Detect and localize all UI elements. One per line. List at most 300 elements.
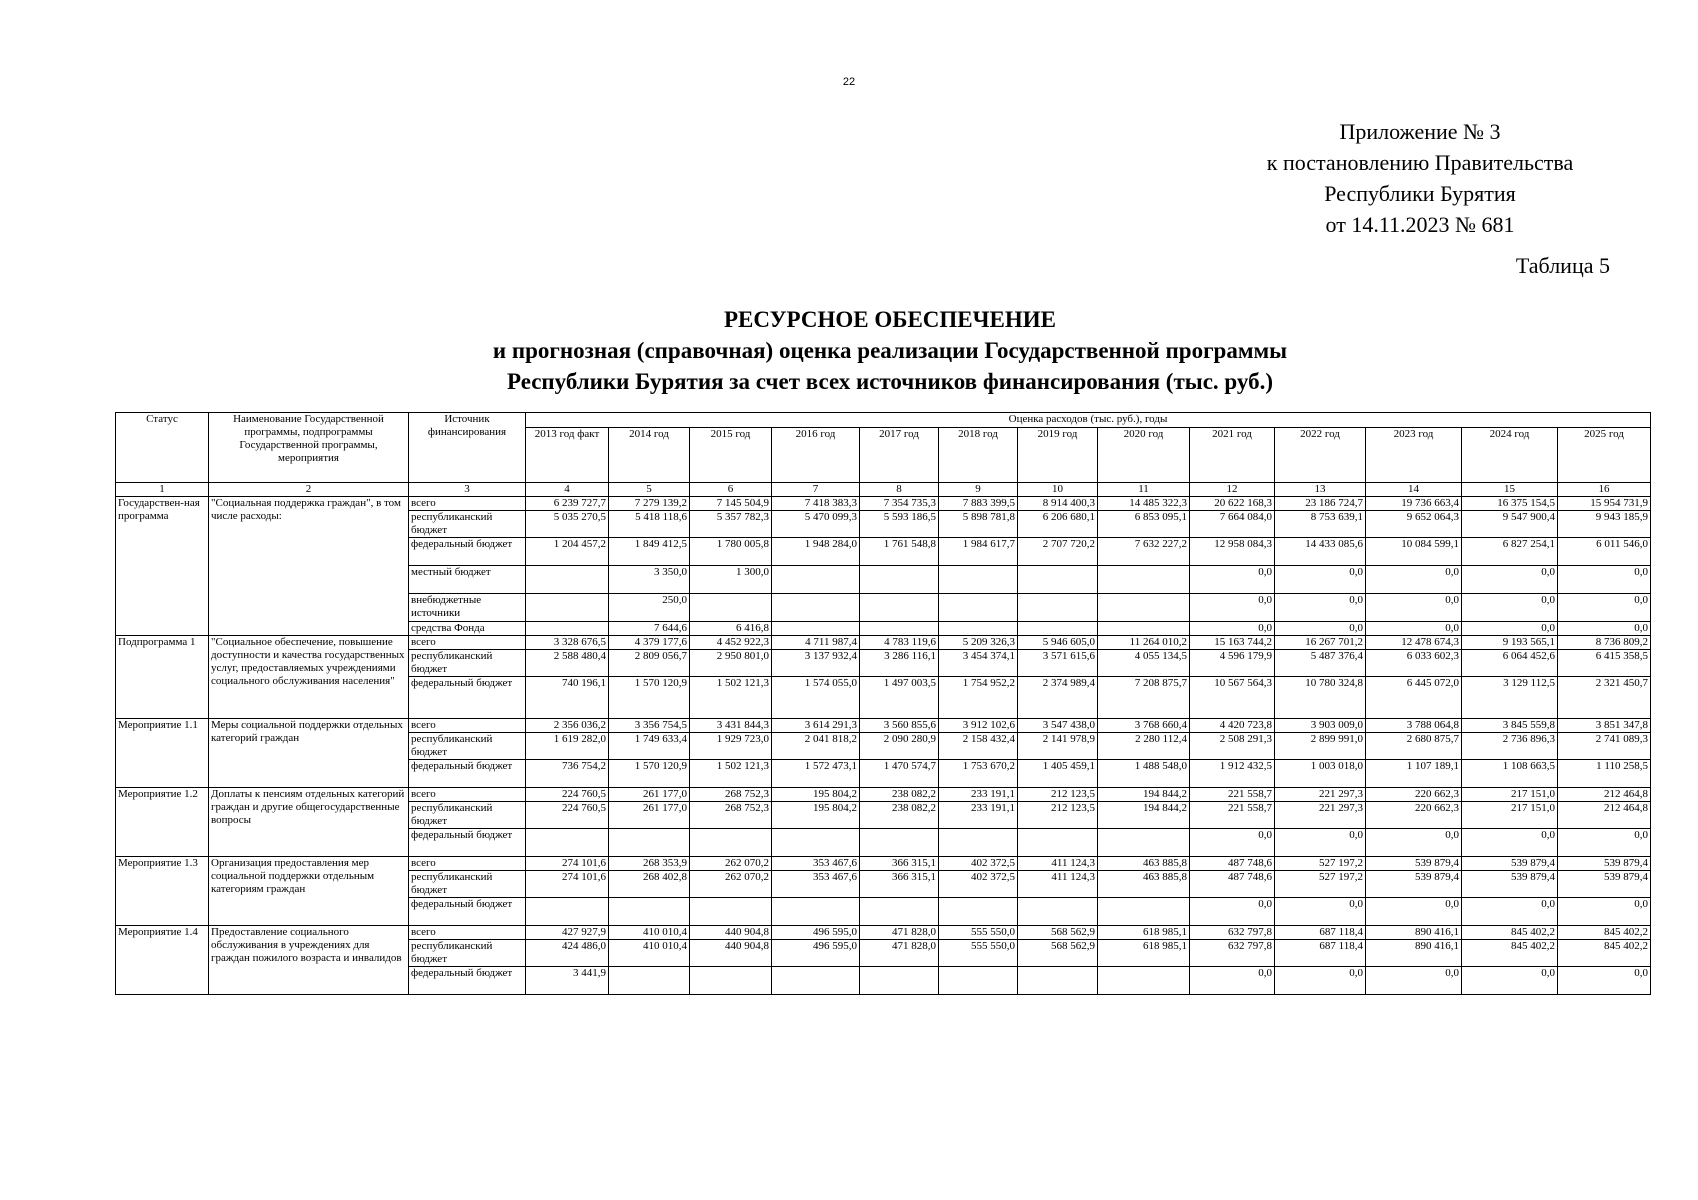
- value-cell: 568 562,9: [1018, 940, 1098, 967]
- row-source: всего: [409, 788, 526, 802]
- value-cell: 618 985,1: [1098, 926, 1190, 940]
- table-label: Таблица 5: [1515, 253, 1610, 278]
- value-cell: 1 470 574,7: [860, 760, 939, 788]
- value-cell: 14 485 322,3: [1098, 497, 1190, 511]
- value-cell: 217 151,0: [1462, 802, 1558, 829]
- value-cell: 1 929 723,0: [690, 733, 772, 760]
- value-cell: 5 470 099,3: [772, 511, 860, 538]
- value-cell: 496 595,0: [772, 926, 860, 940]
- value-cell: 527 197,2: [1275, 857, 1366, 871]
- row-source: республиканский бюджет: [409, 940, 526, 967]
- value-cell: 7 883 399,5: [939, 497, 1018, 511]
- value-cell: 220 662,3: [1366, 802, 1462, 829]
- document-title: [300, 304, 1480, 397]
- column-number: 12: [1190, 483, 1275, 497]
- page-number: 22: [842, 76, 856, 88]
- value-cell: 5 593 186,5: [860, 511, 939, 538]
- row-source: республиканский бюджет: [409, 733, 526, 760]
- value-cell: 0,0: [1190, 566, 1275, 594]
- header-year: 2017 год: [860, 428, 939, 483]
- table-row: [116, 788, 1651, 802]
- value-cell: 268 353,9: [609, 857, 690, 871]
- row-name: Предоставление социального обслуживания в учреждениях для граждан пожилого возраста и инвалидов: [209, 926, 409, 995]
- value-cell: 3 788 064,8: [1366, 719, 1462, 733]
- value-cell: 1 502 121,3: [690, 760, 772, 788]
- column-number: 6: [690, 483, 772, 497]
- value-cell: 195 804,2: [772, 788, 860, 802]
- value-cell: 1 502 121,3: [690, 677, 772, 719]
- value-cell: 845 402,2: [1558, 940, 1651, 967]
- value-cell: 6 206 680,1: [1018, 511, 1098, 538]
- value-cell: 194 844,2: [1098, 802, 1190, 829]
- value-cell: 0,0: [1275, 898, 1366, 926]
- row-source: всего: [409, 857, 526, 871]
- value-cell: [526, 566, 609, 594]
- value-cell: [772, 829, 860, 857]
- value-cell: 212 464,8: [1558, 802, 1651, 829]
- value-cell: [526, 622, 609, 636]
- table-row: [116, 857, 1651, 871]
- value-cell: 212 123,5: [1018, 802, 1098, 829]
- row-source: всего: [409, 719, 526, 733]
- row-status: Государствен-ная программа: [116, 497, 209, 636]
- value-cell: 1 984 617,7: [939, 538, 1018, 566]
- row-source: федеральный бюджет: [409, 967, 526, 995]
- value-cell: 0,0: [1462, 622, 1558, 636]
- row-source: республиканский бюджет: [409, 511, 526, 538]
- value-cell: 262 070,2: [690, 857, 772, 871]
- value-cell: 6 064 452,6: [1462, 650, 1558, 677]
- value-cell: [1018, 594, 1098, 622]
- value-cell: [860, 566, 939, 594]
- value-cell: 3 328 676,5: [526, 636, 609, 650]
- row-source: республиканский бюджет: [409, 650, 526, 677]
- value-cell: 1 912 432,5: [1190, 760, 1275, 788]
- value-cell: 0,0: [1366, 566, 1462, 594]
- row-source: всего: [409, 636, 526, 650]
- value-cell: 250,0: [609, 594, 690, 622]
- value-cell: 0,0: [1275, 622, 1366, 636]
- value-cell: 2 707 720,2: [1018, 538, 1098, 566]
- value-cell: 1 497 003,5: [860, 677, 939, 719]
- column-number: 13: [1275, 483, 1366, 497]
- value-cell: 555 550,0: [939, 926, 1018, 940]
- value-cell: 261 177,0: [609, 788, 690, 802]
- value-cell: 487 748,6: [1190, 857, 1275, 871]
- value-cell: 3 286 116,1: [860, 650, 939, 677]
- value-cell: 845 402,2: [1558, 926, 1651, 940]
- row-source: всего: [409, 497, 526, 511]
- value-cell: 5 357 782,3: [690, 511, 772, 538]
- value-cell: 1 107 189,1: [1366, 760, 1462, 788]
- value-cell: 487 748,6: [1190, 871, 1275, 898]
- value-cell: 1 849 412,5: [609, 538, 690, 566]
- value-cell: 568 562,9: [1018, 926, 1098, 940]
- value-cell: 6 445 072,0: [1366, 677, 1462, 719]
- value-cell: 4 055 134,5: [1098, 650, 1190, 677]
- value-cell: 0,0: [1190, 594, 1275, 622]
- value-cell: 12 478 674,3: [1366, 636, 1462, 650]
- value-cell: 687 118,4: [1275, 926, 1366, 940]
- value-cell: 5 418 118,6: [609, 511, 690, 538]
- value-cell: 2 899 991,0: [1275, 733, 1366, 760]
- value-cell: [526, 898, 609, 926]
- header-name: Наименование Государственной программы, подпрограммы Государственной программы, мероприятия: [209, 413, 409, 483]
- value-cell: [526, 594, 609, 622]
- value-cell: [860, 967, 939, 995]
- value-cell: 1 488 548,0: [1098, 760, 1190, 788]
- value-cell: 0,0: [1190, 622, 1275, 636]
- value-cell: 5 209 326,3: [939, 636, 1018, 650]
- value-cell: 3 356 754,5: [609, 719, 690, 733]
- value-cell: 2 736 896,3: [1462, 733, 1558, 760]
- value-cell: [860, 622, 939, 636]
- row-source: республиканский бюджет: [409, 802, 526, 829]
- value-cell: [1098, 898, 1190, 926]
- value-cell: 0,0: [1366, 594, 1462, 622]
- value-cell: 366 315,1: [860, 871, 939, 898]
- value-cell: 0,0: [1275, 967, 1366, 995]
- value-cell: 8 753 639,1: [1275, 511, 1366, 538]
- value-cell: 3 851 347,8: [1558, 719, 1651, 733]
- column-number: 14: [1366, 483, 1462, 497]
- column-number: 9: [939, 483, 1018, 497]
- table-row: [116, 719, 1651, 733]
- value-cell: 2 950 801,0: [690, 650, 772, 677]
- value-cell: [1098, 594, 1190, 622]
- value-cell: 0,0: [1558, 594, 1651, 622]
- value-cell: 0,0: [1462, 967, 1558, 995]
- value-cell: 1 754 952,2: [939, 677, 1018, 719]
- value-cell: [1098, 967, 1190, 995]
- column-number: 7: [772, 483, 860, 497]
- value-cell: 1 570 120,9: [609, 760, 690, 788]
- value-cell: 3 129 112,5: [1462, 677, 1558, 719]
- value-cell: 402 372,5: [939, 857, 1018, 871]
- value-cell: 463 885,8: [1098, 857, 1190, 871]
- value-cell: 1 108 663,5: [1462, 760, 1558, 788]
- value-cell: 440 904,8: [690, 926, 772, 940]
- column-number: 15: [1462, 483, 1558, 497]
- value-cell: 440 904,8: [690, 940, 772, 967]
- column-number: 16: [1558, 483, 1651, 497]
- header-year: 2022 год: [1275, 428, 1366, 483]
- value-cell: 6 827 254,1: [1462, 538, 1558, 566]
- value-cell: 5 487 376,4: [1275, 650, 1366, 677]
- value-cell: 3 441,9: [526, 967, 609, 995]
- header-year: 2018 год: [939, 428, 1018, 483]
- value-cell: 6 416,8: [690, 622, 772, 636]
- value-cell: 2 041 818,2: [772, 733, 860, 760]
- column-number: 11: [1098, 483, 1190, 497]
- value-cell: 9 652 064,3: [1366, 511, 1462, 538]
- column-number: 8: [860, 483, 939, 497]
- value-cell: [609, 898, 690, 926]
- value-cell: 6 415 358,5: [1558, 650, 1651, 677]
- row-status: Мероприятие 1.1: [116, 719, 209, 788]
- value-cell: 845 402,2: [1462, 926, 1558, 940]
- title-line: РЕСУРСНОЕ ОБЕСПЕЧЕНИЕ: [723, 307, 1056, 332]
- value-cell: [772, 566, 860, 594]
- value-cell: [939, 622, 1018, 636]
- value-cell: 0,0: [1462, 566, 1558, 594]
- value-cell: [690, 898, 772, 926]
- value-cell: 2 090 280,9: [860, 733, 939, 760]
- value-cell: 221 297,3: [1275, 802, 1366, 829]
- row-name: Организация предоставления мер социальной поддержки отдельным категориям граждан: [209, 857, 409, 926]
- value-cell: 3 454 374,1: [939, 650, 1018, 677]
- value-cell: 3 431 844,3: [690, 719, 772, 733]
- value-cell: 1 761 548,8: [860, 538, 939, 566]
- table-row: [116, 497, 1651, 511]
- value-cell: 212 123,5: [1018, 788, 1098, 802]
- value-cell: 7 644,6: [609, 622, 690, 636]
- value-cell: 411 124,3: [1018, 871, 1098, 898]
- value-cell: 471 828,0: [860, 940, 939, 967]
- value-cell: 3 571 615,6: [1018, 650, 1098, 677]
- title-line: Республики Бурятия за счет всех источников финансирования (тыс. руб.): [506, 369, 1274, 394]
- value-cell: 6 239 727,7: [526, 497, 609, 511]
- value-cell: 496 595,0: [772, 940, 860, 967]
- value-cell: 262 070,2: [690, 871, 772, 898]
- value-cell: 0,0: [1462, 594, 1558, 622]
- value-cell: 0,0: [1462, 829, 1558, 857]
- value-cell: [939, 594, 1018, 622]
- value-cell: 2 508 291,3: [1190, 733, 1275, 760]
- value-cell: 0,0: [1275, 829, 1366, 857]
- value-cell: [939, 967, 1018, 995]
- value-cell: 424 486,0: [526, 940, 609, 967]
- value-cell: 6 853 095,1: [1098, 511, 1190, 538]
- value-cell: 5 946 605,0: [1018, 636, 1098, 650]
- value-cell: 1 204 457,2: [526, 538, 609, 566]
- value-cell: 845 402,2: [1462, 940, 1558, 967]
- value-cell: [1018, 566, 1098, 594]
- row-name: "Социальное обеспечение, повышение доступности и качества государственных услуг, предоставляемых учреждениями социального обслуживания населения": [209, 636, 409, 719]
- header-year: 2021 год: [1190, 428, 1275, 483]
- row-source: внебюджетные источники: [409, 594, 526, 622]
- value-cell: 3 560 855,6: [860, 719, 939, 733]
- header-source: Источник финансирования: [409, 413, 526, 483]
- value-cell: 402 372,5: [939, 871, 1018, 898]
- header-year: 2013 год факт: [526, 428, 609, 483]
- row-source: всего: [409, 926, 526, 940]
- value-cell: 268 402,8: [609, 871, 690, 898]
- value-cell: 15 163 744,2: [1190, 636, 1275, 650]
- value-cell: 740 196,1: [526, 677, 609, 719]
- value-cell: 9 943 185,9: [1558, 511, 1651, 538]
- value-cell: 3 614 291,3: [772, 719, 860, 733]
- resource-table: [115, 412, 1651, 995]
- value-cell: 16 375 154,5: [1462, 497, 1558, 511]
- appendix-line: Приложение № 3: [1339, 119, 1501, 144]
- value-cell: [939, 829, 1018, 857]
- value-cell: 23 186 724,7: [1275, 497, 1366, 511]
- value-cell: 539 879,4: [1462, 857, 1558, 871]
- value-cell: 2 158 432,4: [939, 733, 1018, 760]
- value-cell: 539 879,4: [1558, 871, 1651, 898]
- row-name: Доплаты к пенсиям отдельных категорий граждан и другие общегосударственные вопросы: [209, 788, 409, 857]
- value-cell: 2 809 056,7: [609, 650, 690, 677]
- value-cell: [1098, 566, 1190, 594]
- value-cell: 274 101,6: [526, 857, 609, 871]
- value-cell: 2 321 450,7: [1558, 677, 1651, 719]
- value-cell: 890 416,1: [1366, 926, 1462, 940]
- value-cell: 1 753 670,2: [939, 760, 1018, 788]
- value-cell: 0,0: [1558, 967, 1651, 995]
- appendix-block: [1220, 116, 1620, 240]
- value-cell: [939, 898, 1018, 926]
- row-source: местный бюджет: [409, 566, 526, 594]
- row-status: Подпрограмма 1: [116, 636, 209, 719]
- value-cell: 268 752,3: [690, 788, 772, 802]
- value-cell: 1 749 633,4: [609, 733, 690, 760]
- value-cell: [690, 829, 772, 857]
- row-name: "Социальная поддержка граждан", в том числе расходы:: [209, 497, 409, 636]
- value-cell: 217 151,0: [1462, 788, 1558, 802]
- value-cell: 353 467,6: [772, 857, 860, 871]
- column-number: 1: [116, 483, 209, 497]
- value-cell: 3 912 102,6: [939, 719, 1018, 733]
- value-cell: [1098, 829, 1190, 857]
- value-cell: 8 914 400,3: [1018, 497, 1098, 511]
- value-cell: 7 632 227,2: [1098, 538, 1190, 566]
- value-cell: 10 567 564,3: [1190, 677, 1275, 719]
- value-cell: 0,0: [1558, 566, 1651, 594]
- value-cell: 0,0: [1275, 566, 1366, 594]
- table-row: [116, 636, 1651, 650]
- value-cell: 14 433 085,6: [1275, 538, 1366, 566]
- row-name: Меры социальной поддержки отдельных категорий граждан: [209, 719, 409, 788]
- value-cell: 261 177,0: [609, 802, 690, 829]
- row-status: Мероприятие 1.2: [116, 788, 209, 857]
- column-number: 3: [409, 483, 526, 497]
- row-source: республиканский бюджет: [409, 871, 526, 898]
- value-cell: 238 082,2: [860, 802, 939, 829]
- value-cell: 1 572 473,1: [772, 760, 860, 788]
- value-cell: [1098, 622, 1190, 636]
- value-cell: 539 879,4: [1558, 857, 1651, 871]
- row-source: средства Фонда: [409, 622, 526, 636]
- value-cell: [609, 967, 690, 995]
- value-cell: 19 736 663,4: [1366, 497, 1462, 511]
- appendix-line: к постановлению Правительства: [1266, 150, 1574, 175]
- value-cell: 7 279 139,2: [609, 497, 690, 511]
- value-cell: 233 191,1: [939, 802, 1018, 829]
- value-cell: [690, 967, 772, 995]
- value-cell: 0,0: [1190, 829, 1275, 857]
- value-cell: 6 033 602,3: [1366, 650, 1462, 677]
- appendix-line: Республики Бурятия: [1324, 181, 1516, 206]
- appendix-line: от 14.11.2023 № 681: [1325, 212, 1515, 237]
- value-cell: [772, 967, 860, 995]
- value-cell: 12 958 084,3: [1190, 538, 1275, 566]
- value-cell: 7 664 084,0: [1190, 511, 1275, 538]
- value-cell: 221 558,7: [1190, 802, 1275, 829]
- value-cell: 268 752,3: [690, 802, 772, 829]
- value-cell: 3 768 660,4: [1098, 719, 1190, 733]
- value-cell: 1 003 018,0: [1275, 760, 1366, 788]
- value-cell: 20 622 168,3: [1190, 497, 1275, 511]
- value-cell: 2 280 112,4: [1098, 733, 1190, 760]
- value-cell: 7 208 875,7: [1098, 677, 1190, 719]
- value-cell: 221 558,7: [1190, 788, 1275, 802]
- value-cell: 353 467,6: [772, 871, 860, 898]
- value-cell: 1 110 258,5: [1558, 760, 1651, 788]
- value-cell: 527 197,2: [1275, 871, 1366, 898]
- column-number: 2: [209, 483, 409, 497]
- title-line: и прогнозная (справочная) оценка реализации Государственной программы: [492, 338, 1288, 363]
- value-cell: 0,0: [1558, 829, 1651, 857]
- header-year: 2016 год: [772, 428, 860, 483]
- value-cell: 3 903 009,0: [1275, 719, 1366, 733]
- value-cell: 687 118,4: [1275, 940, 1366, 967]
- value-cell: 3 350,0: [609, 566, 690, 594]
- value-cell: [609, 829, 690, 857]
- value-cell: 463 885,8: [1098, 871, 1190, 898]
- value-cell: 618 985,1: [1098, 940, 1190, 967]
- value-cell: 0,0: [1558, 622, 1651, 636]
- value-cell: 5 035 270,5: [526, 511, 609, 538]
- value-cell: 2 680 875,7: [1366, 733, 1462, 760]
- value-cell: 1 619 282,0: [526, 733, 609, 760]
- value-cell: 224 760,5: [526, 788, 609, 802]
- value-cell: 411 124,3: [1018, 857, 1098, 871]
- value-cell: 0,0: [1275, 594, 1366, 622]
- value-cell: 10 780 324,8: [1275, 677, 1366, 719]
- value-cell: 1 405 459,1: [1018, 760, 1098, 788]
- value-cell: 7 354 735,3: [860, 497, 939, 511]
- value-cell: [772, 594, 860, 622]
- value-cell: 0,0: [1190, 898, 1275, 926]
- value-cell: 2 141 978,9: [1018, 733, 1098, 760]
- value-cell: 4 420 723,8: [1190, 719, 1275, 733]
- value-cell: [526, 829, 609, 857]
- value-cell: 274 101,6: [526, 871, 609, 898]
- value-cell: [772, 898, 860, 926]
- value-cell: 0,0: [1366, 622, 1462, 636]
- value-cell: [860, 898, 939, 926]
- value-cell: [690, 594, 772, 622]
- value-cell: 4 379 177,6: [609, 636, 690, 650]
- header-year: 2015 год: [690, 428, 772, 483]
- value-cell: 0,0: [1366, 967, 1462, 995]
- row-status: Мероприятие 1.3: [116, 857, 209, 926]
- table-row: [116, 926, 1651, 940]
- header-year: 2023 год: [1366, 428, 1462, 483]
- header-status: Статус: [116, 413, 209, 483]
- value-cell: 6 011 546,0: [1558, 538, 1651, 566]
- value-cell: 890 416,1: [1366, 940, 1462, 967]
- value-cell: 7 418 383,3: [772, 497, 860, 511]
- value-cell: 1 780 005,8: [690, 538, 772, 566]
- header-year: 2019 год: [1018, 428, 1098, 483]
- value-cell: 7 145 504,9: [690, 497, 772, 511]
- row-status: Мероприятие 1.4: [116, 926, 209, 995]
- header-year: 2024 год: [1462, 428, 1558, 483]
- value-cell: 555 550,0: [939, 940, 1018, 967]
- value-cell: 233 191,1: [939, 788, 1018, 802]
- row-source: федеральный бюджет: [409, 829, 526, 857]
- value-cell: 366 315,1: [860, 857, 939, 871]
- value-cell: 224 760,5: [526, 802, 609, 829]
- value-cell: 1 300,0: [690, 566, 772, 594]
- value-cell: 427 927,9: [526, 926, 609, 940]
- header-year: 2020 год: [1098, 428, 1190, 483]
- value-cell: 8 736 809,2: [1558, 636, 1651, 650]
- row-source: федеральный бюджет: [409, 677, 526, 719]
- value-cell: [772, 622, 860, 636]
